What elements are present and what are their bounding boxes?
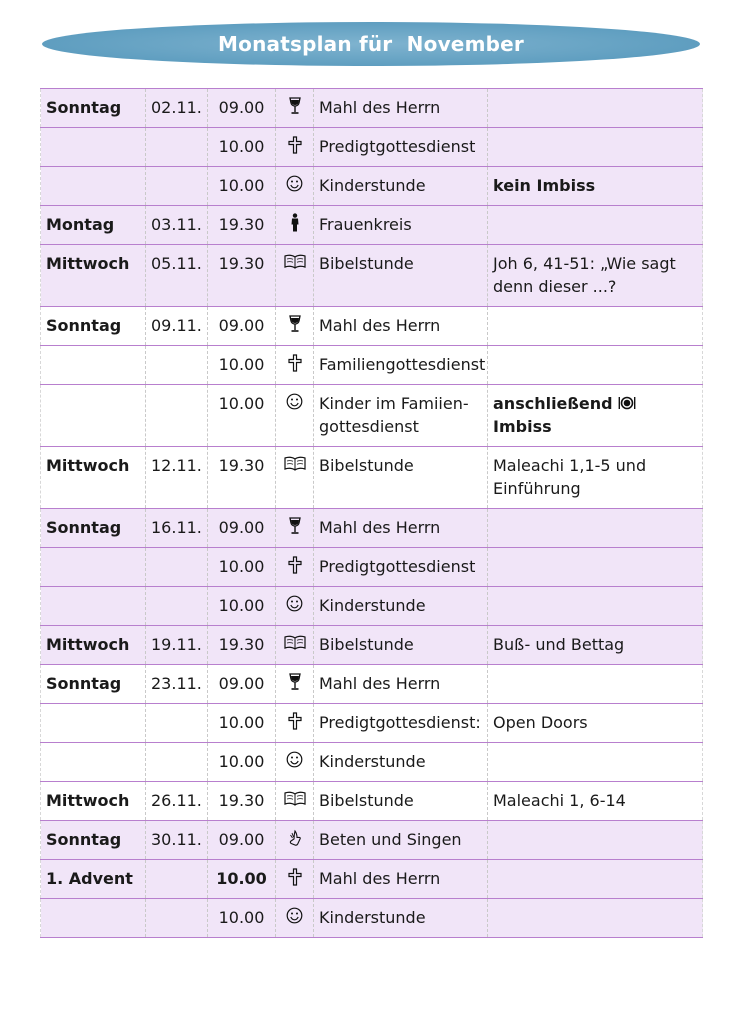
date-cell: 09.11. [146,307,208,346]
event-cell: Bibelstunde [314,782,488,821]
table-row [41,447,703,509]
cross-icon [276,128,314,167]
table-row [41,346,703,385]
event-cell: Familiengottesdienst [314,346,488,385]
day-cell: Montag [41,206,146,245]
table-row [41,899,703,938]
table-row [41,128,703,167]
table-row [41,548,703,587]
note-cell [488,89,703,128]
note-cell: Maleachi 1, 6-14 [488,782,703,821]
table-row [41,587,703,626]
open-book-icon [276,245,314,307]
day-cell: Mittwoch [41,626,146,665]
event-cell: Bibelstunde [314,626,488,665]
day-cell: Sonntag [41,307,146,346]
note-cell: Maleachi 1,1-5 und Einführung [488,447,703,509]
day-cell: Mittwoch [41,245,146,307]
date-cell [146,385,208,447]
table-row [41,743,703,782]
day-cell: Sonntag [41,89,146,128]
event-cell: Mahl des Herrn [314,860,488,899]
time-cell: 10.00 [208,587,276,626]
date-cell: 03.11. [146,206,208,245]
time-cell: 09.00 [208,307,276,346]
table-row [41,89,703,128]
day-cell: Sonntag [41,509,146,548]
note-cell [488,128,703,167]
table-row [41,307,703,346]
time-cell: 19.30 [208,206,276,245]
date-cell: 26.11. [146,782,208,821]
smiley-icon [276,899,314,938]
schedule-table [40,88,703,938]
event-cell: Beten und Singen [314,821,488,860]
date-cell: 05.11. [146,245,208,307]
date-cell [146,743,208,782]
date-cell [146,548,208,587]
time-cell: 10.00 [208,167,276,206]
day-cell: Mittwoch [41,447,146,509]
time-cell: 10.00 [208,128,276,167]
time-cell: 10.00 [208,743,276,782]
date-cell [146,346,208,385]
time-cell: 09.00 [208,509,276,548]
table-row [41,385,703,447]
day-cell [41,548,146,587]
time-cell: 10.00 [208,346,276,385]
event-cell: Mahl des Herrn [314,89,488,128]
time-cell: 10.00 [208,899,276,938]
smiley-icon [276,587,314,626]
date-cell: 02.11. [146,89,208,128]
note-cell: kein Imbiss [488,167,703,206]
open-book-icon [276,782,314,821]
time-cell: 19.30 [208,447,276,509]
woman-icon [276,206,314,245]
day-cell: Sonntag [41,821,146,860]
day-cell: Sonntag [41,665,146,704]
note-cell [488,385,703,447]
table-row [41,860,703,899]
note-cell: Open Doors [488,704,703,743]
date-cell: 30.11. [146,821,208,860]
note-text: Imbiss [493,417,552,436]
note-text-before: anschließend [493,394,613,413]
event-cell: Mahl des Herrn [314,665,488,704]
time-cell: 10.00 [208,548,276,587]
smiley-icon [276,167,314,206]
open-book-icon [276,447,314,509]
event-cell: Kinderstunde [314,587,488,626]
day-cell [41,704,146,743]
note-cell [488,346,703,385]
time-cell: 19.30 [208,782,276,821]
table-row [41,167,703,206]
day-cell [41,587,146,626]
table-row [41,245,703,307]
time-cell: 19.30 [208,245,276,307]
note-cell [488,899,703,938]
note-cell: Buß- und Bettag [488,626,703,665]
day-cell [41,128,146,167]
note-cell [488,821,703,860]
table-row [41,704,703,743]
event-cell: Predigtgottesdienst [314,548,488,587]
smiley-icon [276,385,314,447]
table-row [41,665,703,704]
note-cell [488,307,703,346]
day-cell: Mittwoch [41,782,146,821]
note-cell [488,743,703,782]
note-cell [488,665,703,704]
plate-icon [618,394,636,413]
day-cell [41,385,146,447]
event-cell: Predigtgottesdienst: [314,704,488,743]
note-cell [488,509,703,548]
date-cell [146,704,208,743]
event-cell: Kinderstunde [314,743,488,782]
day-cell [41,346,146,385]
open-book-icon [276,626,314,665]
note-cell [488,206,703,245]
time-cell: 09.00 [208,821,276,860]
date-cell [146,860,208,899]
cross-icon [276,548,314,587]
title-banner [42,22,700,66]
table-row [41,821,703,860]
chalice-icon [276,509,314,548]
chalice-icon [276,307,314,346]
event-cell: Kinder im Famiien-gottesdienst [314,385,488,447]
time-cell: 19.30 [208,626,276,665]
table-row [41,626,703,665]
date-cell: 23.11. [146,665,208,704]
praying-hands-icon [276,821,314,860]
event-cell: Predigtgottesdienst [314,128,488,167]
event-cell: Mahl des Herrn [314,307,488,346]
time-cell: 10.00 [208,385,276,447]
time-cell: 09.00 [208,665,276,704]
day-cell [41,167,146,206]
date-cell [146,128,208,167]
event-cell: Mahl des Herrn [314,509,488,548]
note-cell: Joh 6, 41-51: „Wie sagt denn dieser ...? [488,245,703,307]
date-cell [146,587,208,626]
smiley-icon [276,743,314,782]
event-cell: Kinderstunde [314,167,488,206]
event-cell: Bibelstunde [314,245,488,307]
note-cell [488,548,703,587]
table-row [41,206,703,245]
time-cell: 10.00 [208,860,276,899]
table-row [41,782,703,821]
page-title: Monatsplan für November [218,32,524,56]
cross-icon [276,860,314,899]
date-cell: 16.11. [146,509,208,548]
date-cell: 19.11. [146,626,208,665]
cross-icon [276,704,314,743]
table-row [41,509,703,548]
time-cell: 10.00 [208,704,276,743]
day-cell: 1. Advent [41,860,146,899]
cross-icon [276,346,314,385]
event-cell: Kinderstunde [314,899,488,938]
event-cell: Bibelstunde [314,447,488,509]
date-cell: 12.11. [146,447,208,509]
date-cell [146,167,208,206]
note-cell [488,860,703,899]
time-cell: 09.00 [208,89,276,128]
event-cell: Frauenkreis [314,206,488,245]
date-cell [146,899,208,938]
note-cell [488,587,703,626]
chalice-icon [276,89,314,128]
day-cell [41,743,146,782]
day-cell [41,899,146,938]
chalice-icon [276,665,314,704]
